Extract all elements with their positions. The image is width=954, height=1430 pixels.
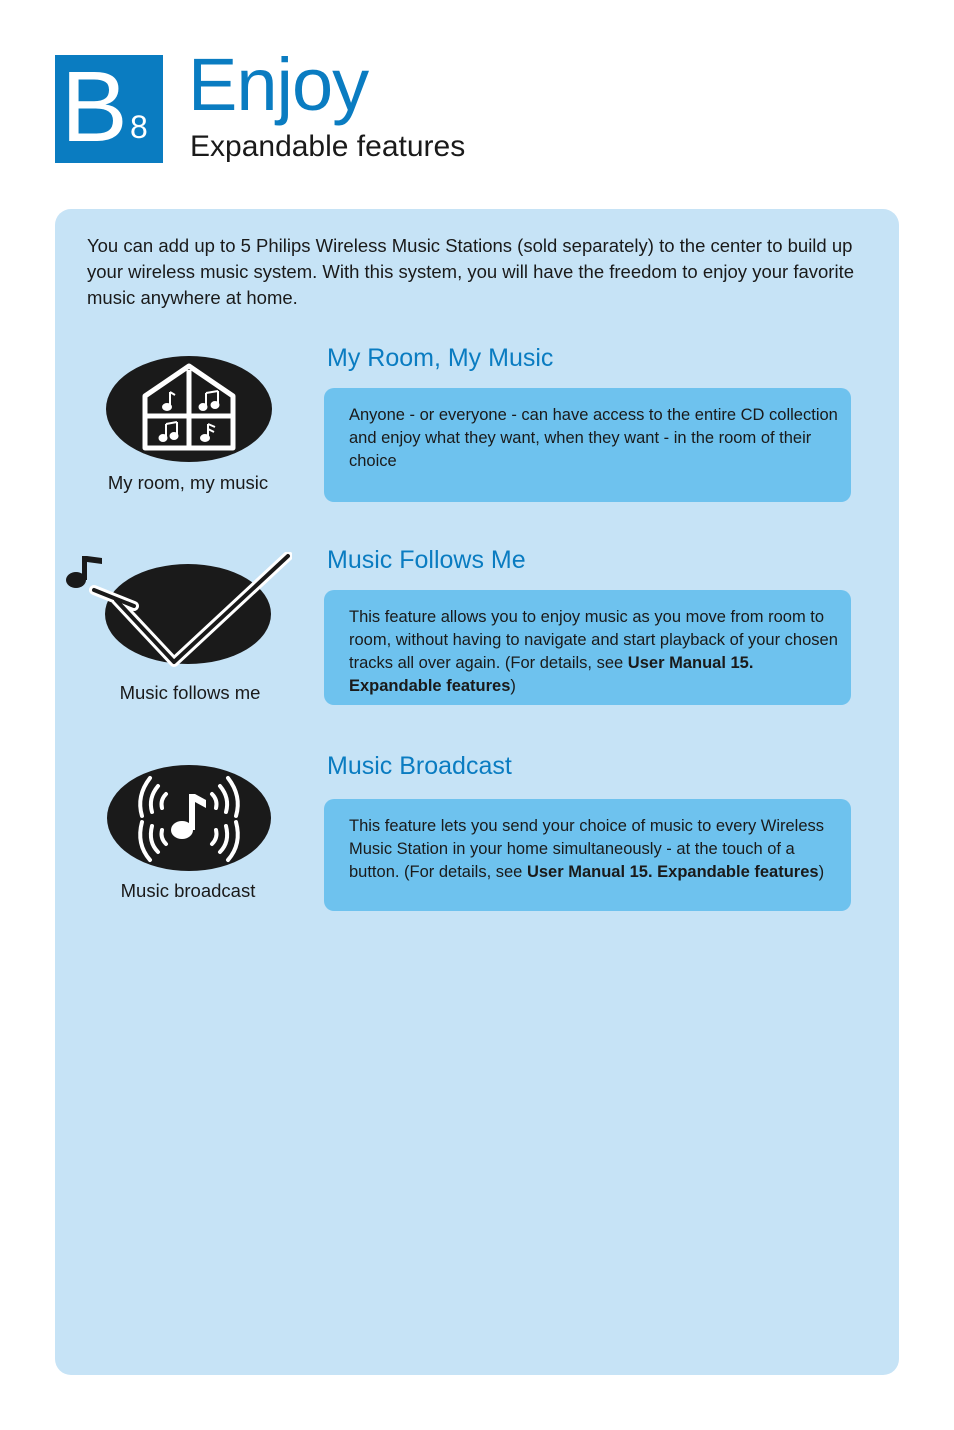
house-music-icon [105, 354, 273, 464]
manual-reference-broadcast: User Manual 15. Expandable features [526, 863, 819, 881]
feature-text-my-room: Anyone - or everyone - can have access to the entire CD collection and enjoy what they want, when they want - in the room of their choice [349, 406, 838, 470]
closing-paren: ) [818, 863, 825, 881]
intro-paragraph: You can add up to 5 Philips Wireless Music Stations (sold separately) to the center to build up your wireless music system. With this system, you will have the freedom to enjoy your favorite music anywhere at home. [87, 235, 854, 308]
feature-text-music-follows [349, 606, 845, 698]
feature-box-music-follows [324, 590, 851, 705]
badge-number: 8 [130, 109, 148, 145]
section-title-broadcast: Music Broadcast [327, 752, 512, 780]
caption-my-room: My room, my music [107, 472, 269, 493]
caption-music-follows: Music follows me [119, 682, 261, 703]
caption-broadcast: Music broadcast [120, 880, 256, 901]
feature-text-broadcast-body: This feature lets you send your choice of music to every Wireless Music Station in your home simultaneously - at the touch of a button. (For details, see [349, 817, 825, 881]
feature-text-music-follows-body: This feature allows you to enjoy music as you move from room to room, without having to navigate and start playback of your chosen tracks all over again. (For details, see [349, 608, 838, 672]
feature-text-broadcast [349, 815, 845, 884]
page-title: Enjoy [188, 43, 369, 126]
badge-letter: B [61, 51, 128, 163]
manual-reference-music-follows: User Manual 15. Expandable features [349, 654, 754, 695]
section-badge [55, 51, 163, 163]
closing-paren: ) [510, 677, 516, 695]
feature-box-broadcast [324, 799, 851, 911]
page-subtitle: Expandable features [190, 130, 466, 163]
feature-box-my-room [324, 388, 851, 502]
section-title-music-follows: Music Follows Me [327, 546, 526, 574]
broadcast-icon [106, 764, 272, 874]
music-follows-icon [64, 552, 292, 672]
section-title-my-room: My Room, My Music [327, 344, 554, 372]
